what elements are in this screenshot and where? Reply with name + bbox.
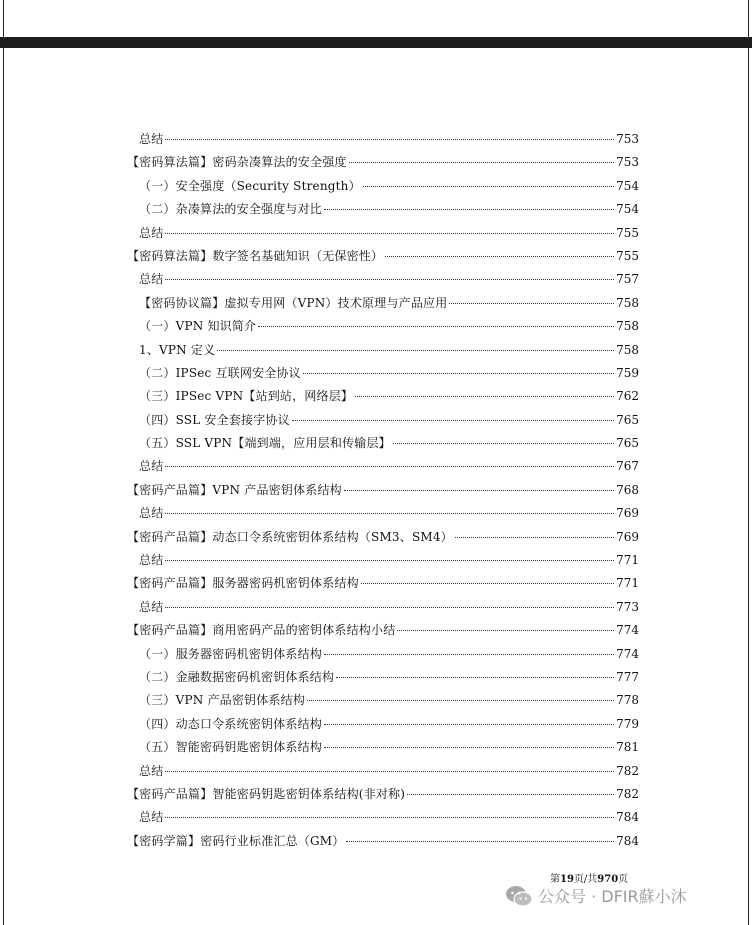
toc-entry-title: （四）动态口令系统密钥体系结构	[139, 716, 323, 731]
watermark	[505, 884, 687, 907]
toc-entry[interactable]	[127, 762, 639, 785]
toc-dot-leader	[393, 443, 614, 444]
toc-entry[interactable]	[127, 481, 639, 504]
toc-entry[interactable]	[127, 387, 639, 410]
toc-entry[interactable]	[127, 715, 639, 738]
toc-dot-leader	[355, 396, 614, 397]
toc-entry-page-number: 757	[616, 272, 639, 287]
toc-entry-title: 总结	[139, 506, 164, 521]
toc-entry-page-number: 754	[616, 202, 639, 217]
toc-entry[interactable]	[127, 130, 639, 153]
toc-dot-leader	[324, 724, 614, 725]
toc-entry-title: 1、VPN 定义	[139, 342, 216, 357]
toc-dot-leader	[217, 350, 614, 351]
toc-entry[interactable]	[127, 294, 639, 317]
toc-entry-page-number: 758	[616, 295, 639, 310]
toc-entry-title: （一）服务器密码机密钥体系结构	[139, 646, 323, 661]
wechat-icon	[505, 885, 533, 907]
toc-entry-title: 总结	[139, 553, 164, 568]
footer-middle: 页/共	[573, 874, 598, 885]
toc-entry-title: （一）VPN 知识简介	[139, 319, 257, 334]
toc-dot-leader	[324, 654, 614, 655]
toc-entry[interactable]	[127, 574, 639, 597]
toc-entry-page-number: 759	[616, 365, 639, 380]
toc-entry-page-number: 769	[616, 529, 639, 544]
toc-entry-page-number: 778	[616, 693, 639, 708]
toc-entry[interactable]	[127, 224, 639, 247]
toc-entry-page-number: 777	[616, 669, 639, 684]
toc-dot-leader	[336, 677, 614, 678]
toc-entry-page-number: 782	[616, 763, 639, 778]
toc-entry-page-number: 784	[616, 810, 639, 825]
toc-entry-title: 总结	[139, 132, 164, 146]
table-of-contents	[127, 130, 639, 855]
toc-entry-title: （四）SSL 安全套接字协议	[139, 412, 290, 427]
toc-entry[interactable]	[127, 177, 639, 200]
toc-entry-page-number: 754	[616, 178, 639, 193]
toc-entry-title: 总结	[139, 272, 164, 287]
toc-entry[interactable]	[127, 247, 639, 270]
footer-total-pages: 970	[597, 874, 619, 885]
toc-entry[interactable]	[127, 153, 639, 176]
toc-entry[interactable]	[127, 551, 639, 574]
page-number-footer	[550, 870, 628, 885]
toc-dot-leader	[407, 794, 614, 795]
toc-entry-page-number: 781	[616, 740, 639, 755]
watermark-text: 公众号 · DFIR蘇小沐	[538, 887, 687, 906]
toc-entry-page-number: 755	[616, 248, 639, 263]
toc-entry-title: 【密码产品篇】服务器密码机密钥体系结构	[127, 576, 359, 591]
toc-entry-page-number: 758	[616, 319, 639, 334]
toc-dot-leader	[363, 186, 614, 187]
toc-entry[interactable]	[127, 341, 639, 364]
toc-dot-leader	[165, 607, 614, 608]
toc-dot-leader	[346, 841, 614, 842]
toc-entry-page-number: 769	[616, 506, 639, 521]
toc-entry-page-number: 771	[616, 553, 639, 568]
toc-entry-title: （二）杂凑算法的安全强度与对比	[139, 202, 323, 217]
toc-entry-title: 总结	[139, 810, 164, 825]
toc-dot-leader	[303, 373, 614, 374]
toc-entry[interactable]	[127, 598, 639, 621]
toc-entry-page-number: 779	[616, 716, 639, 731]
toc-entry-title: 【密码算法篇】数字签名基础知识（无保密性）	[127, 248, 384, 263]
toc-entry-title: 【密码协议篇】虚拟专用网（VPN）技术原理与产品应用	[139, 295, 448, 310]
toc-entry-title: 【密码算法篇】密码杂凑算法的安全强度	[127, 155, 347, 170]
toc-dot-leader	[165, 139, 614, 140]
toc-entry[interactable]	[127, 808, 639, 831]
toc-entry[interactable]	[127, 621, 639, 644]
toc-dot-leader	[324, 209, 614, 210]
toc-entry-title: 【密码产品篇】VPN 产品密钥体系结构	[127, 482, 342, 497]
toc-entry-page-number: 771	[616, 576, 639, 591]
toc-entry-title: 总结	[139, 225, 164, 240]
toc-dot-leader	[165, 466, 614, 467]
toc-entry[interactable]	[127, 317, 639, 340]
toc-dot-leader	[361, 583, 614, 584]
toc-entry[interactable]	[127, 645, 639, 668]
toc-entry-page-number: 755	[616, 225, 639, 240]
toc-dot-leader	[258, 326, 614, 327]
toc-entry-title: 【密码产品篇】商用密码产品的密钥体系结构小结	[127, 623, 396, 638]
toc-entry-page-number: 774	[616, 646, 639, 661]
toc-entry-title: （三）IPSec VPN【站到站，网络层】	[139, 389, 354, 404]
toc-entry[interactable]	[127, 200, 639, 223]
toc-dot-leader	[165, 279, 614, 280]
toc-entry-title: （三）VPN 产品密钥体系结构	[139, 693, 306, 708]
toc-entry-title: 总结	[139, 763, 164, 778]
toc-entry[interactable]	[127, 504, 639, 527]
toc-entry-title: （一）安全强度（Security Strength）	[139, 178, 361, 193]
toc-dot-leader	[455, 537, 614, 538]
toc-entry[interactable]	[127, 691, 639, 714]
toc-entry-title: 总结	[139, 599, 164, 614]
toc-entry-title: 【密码学篇】密码行业标准汇总（GM）	[127, 833, 345, 848]
page-separator	[0, 37, 752, 48]
toc-entry[interactable]	[127, 785, 639, 808]
toc-dot-leader	[324, 747, 614, 748]
toc-dot-leader	[165, 233, 614, 234]
toc-entry-page-number: 762	[616, 389, 639, 404]
toc-entry-title: （二）金融数据密码机密钥体系结构	[139, 669, 335, 684]
toc-dot-leader	[165, 817, 614, 818]
footer-suffix: 页	[618, 874, 629, 885]
footer-prefix: 第	[550, 874, 560, 885]
toc-entry-title: 【密码产品篇】智能密码钥匙密钥体系结构(非对称)	[127, 786, 406, 801]
toc-entry[interactable]	[127, 434, 639, 457]
toc-entry-title: （五）SSL VPN【端到端，应用层和传输层】	[139, 436, 391, 451]
toc-entry-title: （五）智能密码钥匙密钥体系结构	[139, 740, 323, 755]
toc-entry-page-number: 784	[616, 833, 639, 848]
toc-dot-leader	[349, 162, 614, 163]
toc-dot-leader	[385, 256, 614, 257]
toc-entry[interactable]	[127, 411, 639, 434]
previous-page-bottom	[3, 0, 749, 37]
toc-entry[interactable]	[127, 668, 639, 691]
toc-entry[interactable]	[127, 457, 639, 480]
toc-entry[interactable]	[127, 528, 639, 551]
toc-dot-leader	[307, 700, 614, 701]
toc-dot-leader	[344, 490, 614, 491]
toc-entry[interactable]	[127, 738, 639, 761]
toc-entry-page-number: 782	[616, 786, 639, 801]
toc-dot-leader	[165, 513, 614, 514]
toc-entry-page-number: 767	[616, 459, 639, 474]
toc-entry-title: 总结	[139, 459, 164, 474]
toc-entry[interactable]	[127, 364, 639, 387]
footer-current-page: 19	[560, 874, 574, 885]
toc-entry-page-number: 753	[616, 132, 639, 146]
toc-entry-page-number: 773	[616, 599, 639, 614]
toc-dot-leader	[165, 560, 614, 561]
toc-entry-page-number: 765	[616, 412, 639, 427]
toc-entry-title: （二）IPSec 互联网安全协议	[139, 365, 301, 380]
toc-entry-page-number: 765	[616, 436, 639, 451]
toc-entry-page-number: 768	[616, 482, 639, 497]
toc-entry[interactable]	[127, 270, 639, 293]
toc-dot-leader	[449, 303, 614, 304]
toc-dot-leader	[397, 630, 614, 631]
toc-dot-leader	[165, 771, 614, 772]
toc-entry-page-number: 753	[616, 155, 639, 170]
toc-entry-page-number: 774	[616, 623, 639, 638]
toc-entry[interactable]	[127, 832, 639, 855]
toc-entry-title: 【密码产品篇】动态口令系统密钥体系结构（SM3、SM4）	[127, 529, 453, 544]
toc-dot-leader	[292, 420, 614, 421]
toc-entry-page-number: 758	[616, 342, 639, 357]
